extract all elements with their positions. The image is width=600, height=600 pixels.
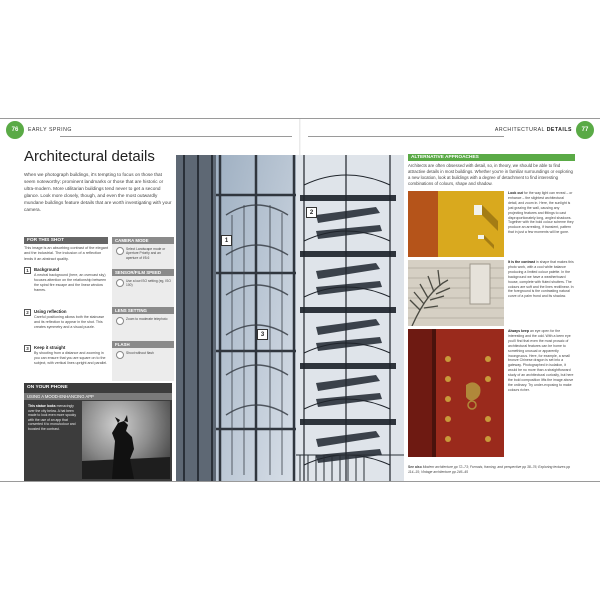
header-rule-right — [308, 136, 504, 137]
palm-frond-image — [408, 260, 504, 326]
alt-item-2-text — [508, 260, 574, 299]
tip-title: Using reflection — [34, 309, 67, 314]
alt-item-3-body: an eye open for the interesting and the odd. With a keen eye you'll find that even the most prosaic of architectural features can be home to something unusual or apparently incongruous. Here, for example, a small bronze Chinese dragon is set into a gateway. Photographed in isolation, it would be no more than a straightforward study of an architectural curiosity, but here the bold composition lifts the image above the ordinary. Try under-exposing to make colours richer. — [508, 329, 574, 392]
dragon-gate-image — [408, 329, 504, 457]
tip-text: Careful positioning allows both the staircase and its reflection to appear in the shot. This creates symmetry and a visual puzzle. — [34, 315, 105, 329]
alt-photo-dragon-gate — [408, 329, 504, 457]
sensor-speed-row — [116, 279, 172, 299]
alternative-approaches-heading: ALTERNATIVE APPROACHES — [408, 154, 575, 161]
page-title: Architectural details — [24, 148, 155, 165]
tip-text: By shooting from a distance and zooming in you can ensure that you are square on to the subject, with vertical lines upright and parallel. — [34, 351, 108, 365]
on-your-phone-box — [24, 383, 172, 481]
on-your-phone-text — [28, 404, 78, 432]
on-your-phone-heading: ON YOUR PHONE — [27, 385, 68, 390]
flash-text: Shoot without flash — [126, 351, 154, 355]
alt-item-1-lead: Look out — [508, 191, 523, 195]
camera-mode-row — [116, 247, 172, 267]
photo-tag-1: 1 — [221, 235, 232, 246]
see-also-label: See also — [408, 465, 422, 469]
alt-item-1-body: for the way light can reveal – or enhance – the slightest architectural detail, and zoom in. Here, the sunlight is just grazing the wall, causing any projecting features and fittings to cast disproportionately long, angled shadows. Together with the bold colour scheme they produce an arresting, if transient, pattern that in just a few moments will be gone. — [508, 191, 574, 235]
photo-tag-3: 3 — [257, 329, 268, 340]
tip-number: 2 — [24, 309, 31, 316]
statue-photo — [82, 401, 170, 479]
lens-icon — [116, 317, 124, 325]
tip-title: Keep it straight — [34, 345, 66, 350]
book-spread — [0, 118, 600, 482]
staircase-illustration — [176, 155, 404, 482]
header-rule-left — [60, 136, 292, 137]
lens-setting-text: Zoom to moderate telephoto — [126, 317, 168, 321]
page-number-left: 76 — [6, 121, 24, 139]
lens-setting-heading: LENS SETTING — [112, 307, 174, 314]
tip-2 — [24, 309, 108, 343]
alt-item-3-lead: Always keep — [508, 329, 530, 333]
alt-photo-wall-shadows — [408, 191, 504, 257]
alt-item-3-text — [508, 329, 574, 393]
for-this-shot-heading: FOR THIS SHOT — [24, 237, 108, 244]
tip-number: 1 — [24, 267, 31, 274]
alt-item-2-lead: It is the contrast — [508, 260, 536, 264]
sensor-speed-heading: SENSOR/FILM SPEED — [112, 269, 174, 276]
tip-number: 3 — [24, 345, 31, 352]
tip-3 — [24, 345, 108, 379]
alt-photo-palm-frond — [408, 260, 504, 326]
alternative-approaches-intro: Architects are often obsessed with detail, so, in theory, we should be able to find attractive details in most buildings. Whether you're in familiar surroundings or exploring a new location, look at buildings with a degree of detachment to find interesting combinations of colours, shape and shadow. — [408, 163, 573, 186]
camera-mode-text: Select Landscape mode or Aperture Priority and an aperture of f/5.6 — [126, 247, 166, 260]
lens-setting-row — [116, 317, 172, 337]
running-head-prefix: ARCHITECTURAL — [494, 127, 545, 133]
intro-paragraph: When we photograph buildings, it's tempting to focus on those that seem noteworthy: prominent landmarks or those that are historic or ultra-modern. More utilitarian buildings tend never to get a second glance. Look more closely, though, and even the most outwardly mundane buildings feature details that are worth investigating with your camera. — [24, 172, 172, 212]
see-also-note — [408, 465, 576, 474]
photo-tag-2: 2 — [306, 207, 317, 218]
flash-row — [116, 351, 172, 371]
alt-item-1-text — [508, 191, 574, 235]
see-also-text: Modern architecture pp 72–73; Formats, framing, and perspective pp 38–76; Exploring textures pp 114–15; Vintage architecture pp 246–45 — [408, 465, 571, 474]
page-number-right: 77 — [576, 121, 594, 139]
running-head-right — [495, 127, 572, 133]
camera-mode-heading: CAMERA MODE — [112, 237, 174, 244]
landscape-mode-icon — [116, 247, 124, 255]
statue-silhouette — [82, 401, 170, 479]
running-head-left: EARLY SPRING — [28, 127, 72, 133]
camera-settings-panel — [112, 237, 174, 381]
tip-text: A neutral background (here, an overcast sky) focuses attention on the relationship between the spiral fire escape and the linear window frames. — [34, 273, 107, 292]
sensor-speed-text: Use a low ISO setting (eg, ISO 100) — [126, 279, 171, 288]
on-your-phone-lead: This statue looks — [28, 404, 56, 408]
spiral-staircase-photo — [176, 155, 404, 482]
for-this-shot-text: This image is an absorbing contrast of the elegant and the industrial. The inclusion of a reflection lends it an abstract quality. — [24, 246, 109, 261]
flash-off-icon — [116, 351, 124, 359]
iso-icon — [116, 279, 124, 287]
alt-item-2-body: in shape that makes this photo work, with a cool white balance producing a limited colour palette. In the background we have a weatherboard house, complete with fluted shutters. The colours are soft and the lines rectilinear. In the foreground is the contrasting natural curve of a palm frond and its shadow. — [508, 260, 574, 299]
running-head-bold: DETAILS — [546, 127, 572, 133]
on-your-phone-subheading: USING A MOOD-ENHANCING APP — [24, 393, 172, 400]
tip-1 — [24, 267, 108, 305]
flash-heading: FLASH — [112, 341, 174, 348]
tip-title: Background — [34, 267, 60, 272]
on-your-phone-body: menacingly over the city below. A hat been made to look even more spooky with the use of an app that converted it to mono/colour and boosted the contrast. — [28, 404, 77, 431]
wall-shadow-image — [408, 191, 504, 257]
